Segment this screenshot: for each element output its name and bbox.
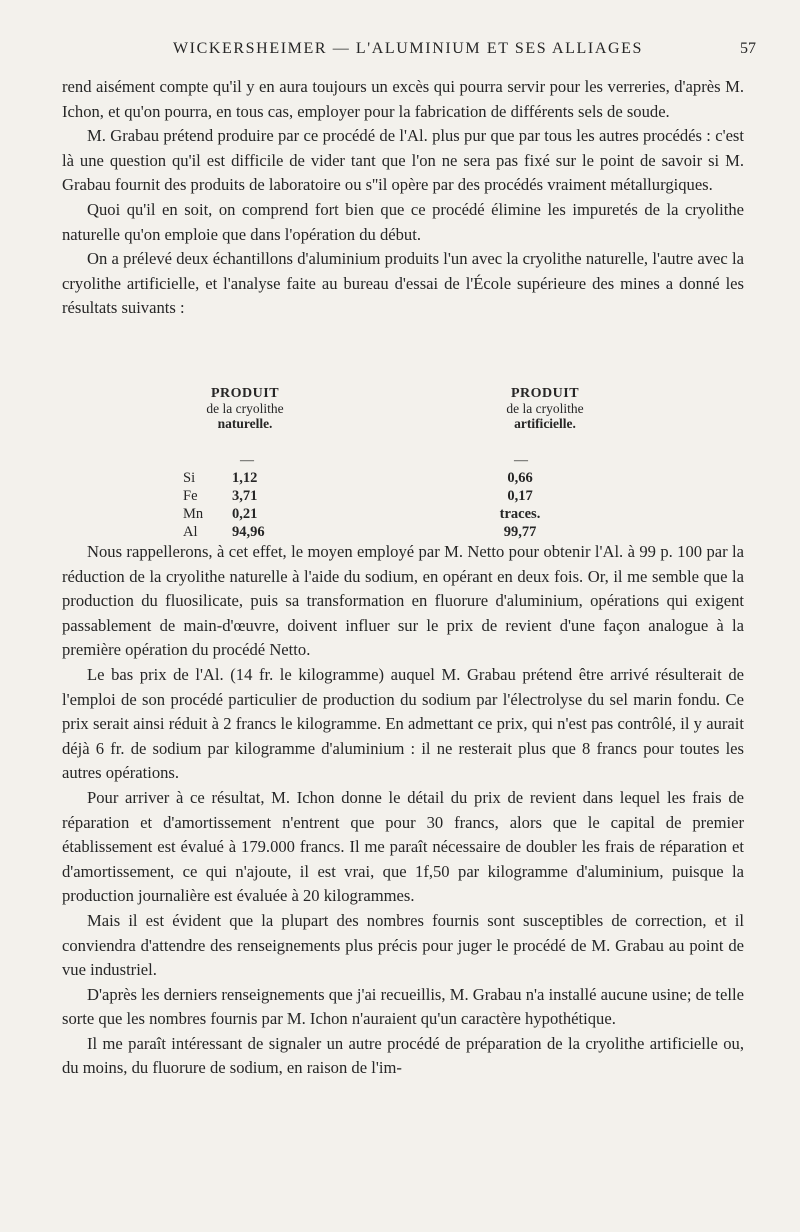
column-title: PRODUIT xyxy=(510,386,580,401)
artificial-value: 99,77 xyxy=(503,524,537,540)
running-header xyxy=(60,40,756,58)
paragraph: On a prélevé deux échantillons d'aluminium produits l'un avec la cryolithe naturelle, l'autre avec la cryolithe artificielle, et l'analyse faite au bureau d'essai de l'École supérieure des mines a donné les résultats suivants : xyxy=(62,249,744,318)
page-number: 57 xyxy=(740,40,756,57)
element-symbol: Fe xyxy=(183,488,198,504)
column-subtitle: de la cryolithe xyxy=(506,401,584,416)
table-row xyxy=(150,488,610,506)
artificial-value: 0,66 xyxy=(507,470,533,486)
paragraph: M. Grabau prétend produire par ce procédé de l'Al. plus pur que par tous les autres procédés : c'est là une question qu'il est difficile de vider tant que l'on ne sera pas fixé sur le point de savoir si M. Grabau fournit des produits de laboratoire ou s''il opère par des procédés vraiment métallurgiques. xyxy=(62,126,744,195)
element-symbol: Si xyxy=(183,470,196,486)
paragraph: D'après les derniers renseignements que j'ai recueillis, M. Grabau n'a installé aucune usine; de telle sorte que les nombres fournis par M. Ichon n'auraient qu'un caractère hypothétique. xyxy=(62,984,744,1029)
paragraph: Quoi qu'il en soit, on comprend fort bien que ce procédé élimine les impuretés de la cryolithe naturelle qu'on emploie que dans l'opération du début. xyxy=(62,199,744,244)
text-block-before-table xyxy=(62,75,744,321)
natural-value: 3,71 xyxy=(232,488,258,504)
column-header-natural xyxy=(150,386,340,431)
paragraph: Pour arriver à ce résultat, M. Ichon donne le détail du prix de revient dans lequel les frais de réparation et d'amortissement n'entrent que pour 30 francs, alors que le capital de premier établissement est évalué à 179.000 francs. Il me paraît nécessaire de doubler les frais de réparation et d'amortissement, ce qui n'ajoute, il est vrai, que 1f,50 par kilogramme d'aluminium, puisque la production journalière est évaluée à 20 kilogrammes. xyxy=(62,787,744,906)
column-title: PRODUIT xyxy=(210,386,280,401)
column-header-artificial xyxy=(450,386,640,431)
table-row xyxy=(150,470,610,488)
natural-value: 0,21 xyxy=(232,506,258,522)
running-title: WICKERSHEIMER — L'ALUMINIUM ET SES ALLIAGES xyxy=(172,40,644,57)
element-symbol: Al xyxy=(183,524,198,540)
text-block-after-table xyxy=(62,540,744,1081)
artificial-value: traces. xyxy=(499,506,541,522)
table-row xyxy=(150,506,610,524)
header-dash: — xyxy=(514,453,528,468)
paragraph: rend aisément compte qu'il y en aura toujours un excès qui pourra servir pour les verreries, d'après M. Ichon, et qu'on pourra, en tous cas, employer pour la fabrication de différents sels de soude. xyxy=(62,77,744,121)
column-subtitle: naturelle. xyxy=(217,416,273,431)
header-dash: — xyxy=(240,453,254,468)
artificial-value: 0,17 xyxy=(507,488,533,504)
column-subtitle: artificielle. xyxy=(514,416,576,431)
element-symbol: Mn xyxy=(183,506,204,522)
table-body xyxy=(150,470,610,542)
paragraph: Le bas prix de l'Al. (14 fr. le kilogramme) auquel M. Grabau prétend être arrivé résulterait de l'emploi de son procédé particulier de production du sodium par l'électrolyse du sel marin fondu. Ce prix serait ainsi réduit à 2 francs le kilogramme. En admettant ce prix, qui n'est pas contrôlé, il y aurait déjà 6 fr. de sodium par kilogramme d'aluminium : il ne resterait plus que 8 francs pour toutes les autres opérations. xyxy=(62,664,744,783)
natural-value: 94,96 xyxy=(232,524,265,540)
paragraph: Il me paraît intéressant de signaler un autre procédé de préparation de la cryolithe artificielle ou, du moins, du fluorure de sodium, en raison de l'im- xyxy=(62,1033,744,1078)
paragraph: Mais il est évident que la plupart des nombres fournis sont susceptibles de correction, et il conviendra d'attendre des renseignements plus précis pour juger le procédé de M. Grabau au point de vue industriel. xyxy=(62,910,744,980)
column-subtitle: de la cryolithe xyxy=(206,401,284,416)
paragraph: Nous rappellerons, à cet effet, le moyen employé par M. Netto pour obtenir l'Al. à 99 p. 100 par la réduction de la cryolithe naturelle à l'aide du sodium, en opérant en deux fois. Or, il me semble que la production du fluosilicate, puis sa transformation en fluorure d'aluminium, opérations qui exigent passablement de main-d'œuvre, doivent influer sur le prix de revient d'une façon analogue à la première opération du procédé Netto. xyxy=(62,542,744,660)
natural-value: 1,12 xyxy=(232,470,258,486)
